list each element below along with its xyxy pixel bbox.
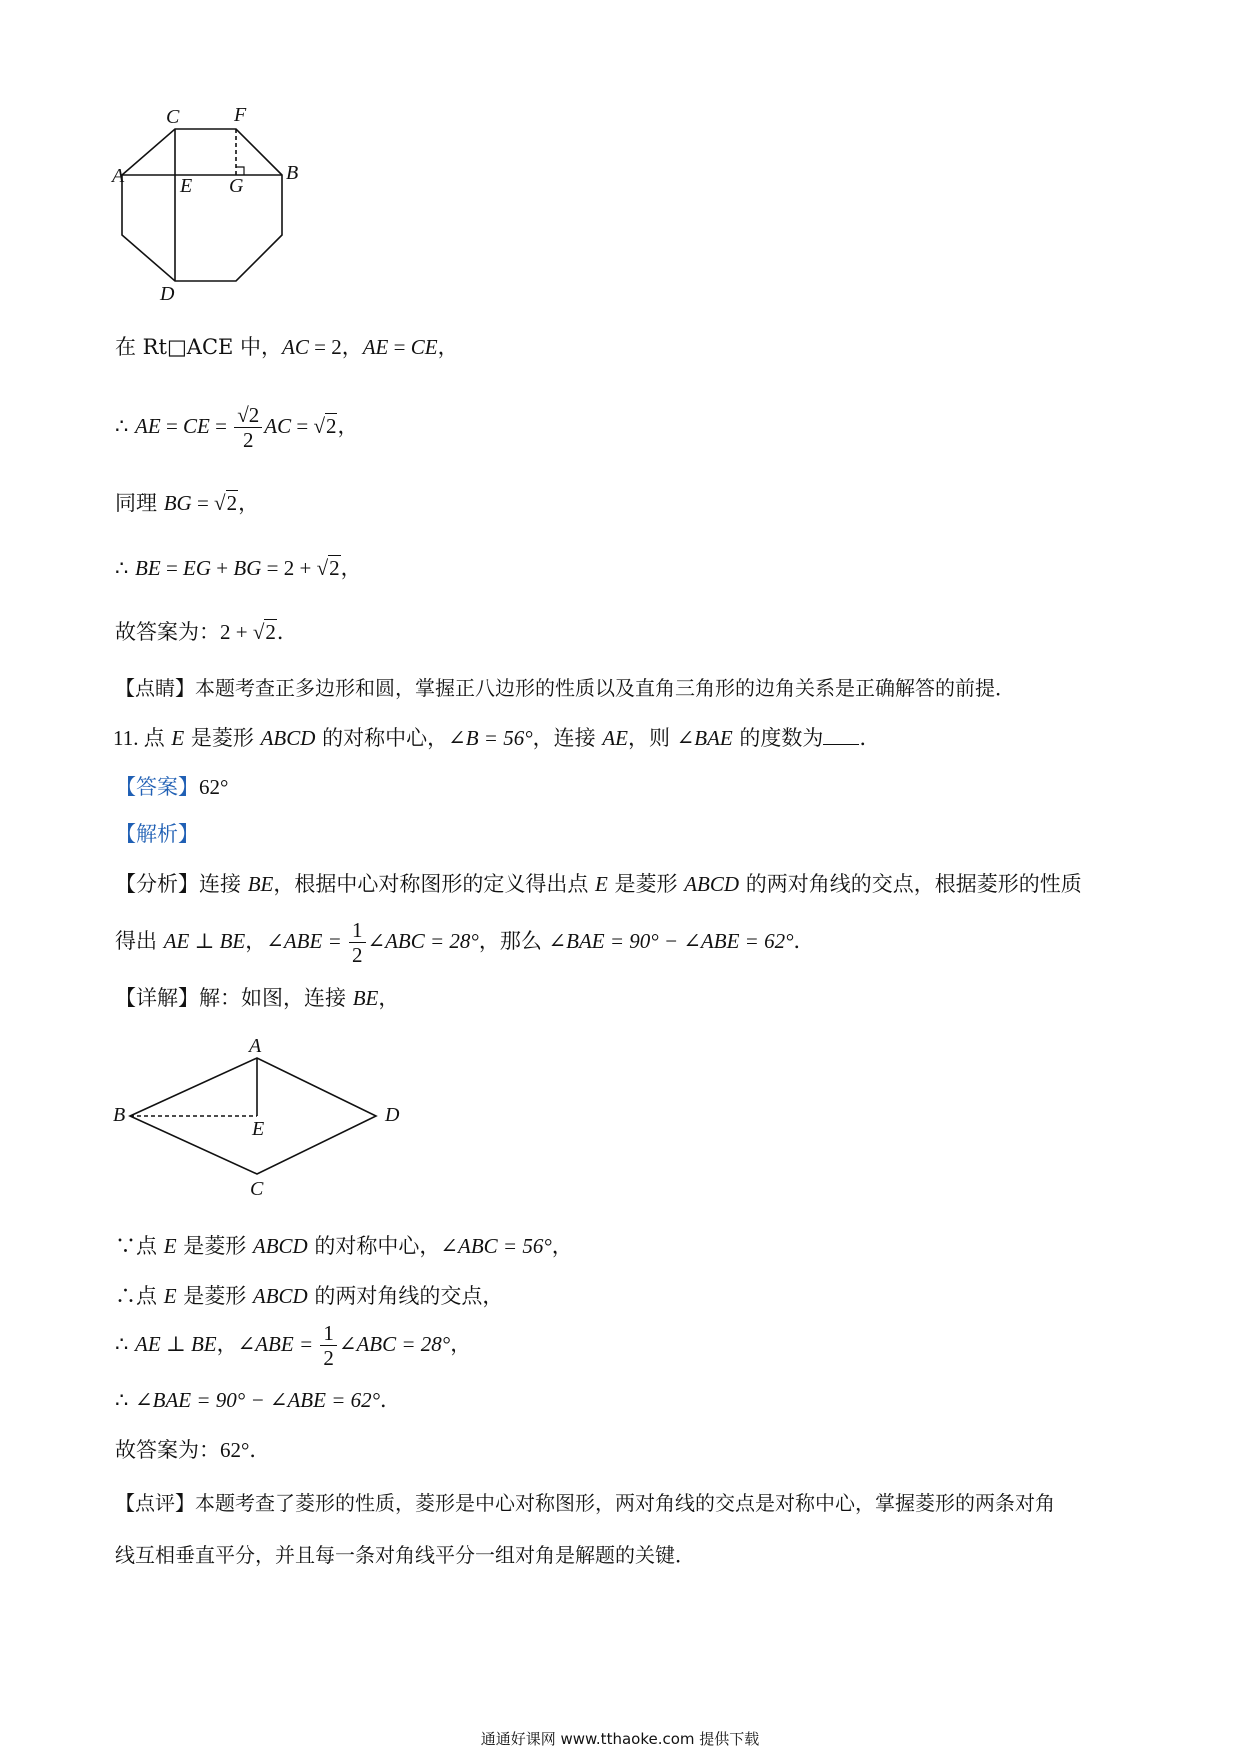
fig1-label-g: G [229,175,244,197]
xiangjie-line: 【详解】解：如图，连接 BE， [115,986,400,1010]
fig1-label-c: C [166,106,180,128]
line-dianjing: 【点睛】本题考查正多边形和圆，掌握正八边形的性质以及直角三角形的边角关系是正确解答的前提． [115,676,1015,700]
fig1-label-d: D [160,283,175,305]
fig1-label-f: F [234,104,247,126]
answer-line: 【答案】62° [115,775,229,799]
step-4: ∴ ∠BAE = 90° − ∠ABE = 62°． [115,1388,402,1412]
dianping-line-2: 线互相垂直平分，并且每一条对角线平分一组对角是解题的关键． [115,1543,695,1567]
fig2-label-d: D [385,1104,400,1126]
fig2-label-e: E [252,1118,265,1140]
fig1-label-a: A [112,165,125,187]
fenxi-line-2: 得出 AE ⊥ BE，∠ABE = $\frac{1}{2}$ ∠ABC = 28°，那么 ∠BAE = 90° − ∠ABE = 62°． [115,918,815,967]
fig1-label-e: E [180,175,193,197]
line-ae-ce: ∴ AE = CE = $\frac{√2}{2}$ AC = √2， [115,403,359,452]
jiexi-line: 【解析】 [115,822,199,846]
step-3: ∴ AE ⊥ BE，∠ABE = $\frac{1}{2}$ ∠ABC = 28°， [115,1321,472,1370]
line-answer-10: 故答案为：2 + √2． [115,620,298,644]
fig2-label-c: C [250,1178,264,1200]
step-2: ∴点 E 是菱形 ABCD 的两对角线的交点， [115,1284,504,1308]
answer-blank [823,726,859,745]
fig1-label-b: B [286,162,299,184]
dianping-line-1: 【点评】本题考查了菱形的性质，菱形是中心对称图形，两对角线的交点是对称中心，掌握菱形的两条对角 [115,1491,1055,1515]
question-11: 11. 点 E 是菱形 ABCD 的对称中心，∠B = 56°，连接 AE，则 ∠BAE 的度数为 ． [113,726,881,750]
fraction-one-half: $\frac{1}{2}$ [349,918,366,967]
fig2-label-b: B [113,1104,126,1126]
step-1: ∵点 E 是菱形 ABCD 的对称中心，∠ABC = 56°， [115,1234,573,1258]
footer-text[interactable]: 通通好课网 www.tthaoke.com 提供下载 [480,1730,760,1748]
octagon-figure [105,100,305,310]
fig2-label-a: A [249,1035,262,1057]
line-be: ∴ BE = EG + BG = 2 + √2， [115,556,362,580]
line-bg: 同理 BG = √2， [115,491,260,515]
fraction-one-half-2: $\frac{1}{2}$ [320,1321,337,1370]
fenxi-line-1: 【分析】连接 BE，根据中心对称图形的定义得出点 E 是菱形 ABCD 的两对角线的交点，根据菱形的性质 [115,872,1082,896]
right-angle-mark [236,167,244,175]
answer-11: 故答案为：62°． [115,1438,271,1462]
line-rt-ace: 在 Rt□ACE 中，AC = 2，AE = CE， [115,335,459,359]
octagon-shape [122,129,282,281]
fraction-sqrt2-over-2: $\frac{√2}{2}$ [234,403,262,452]
